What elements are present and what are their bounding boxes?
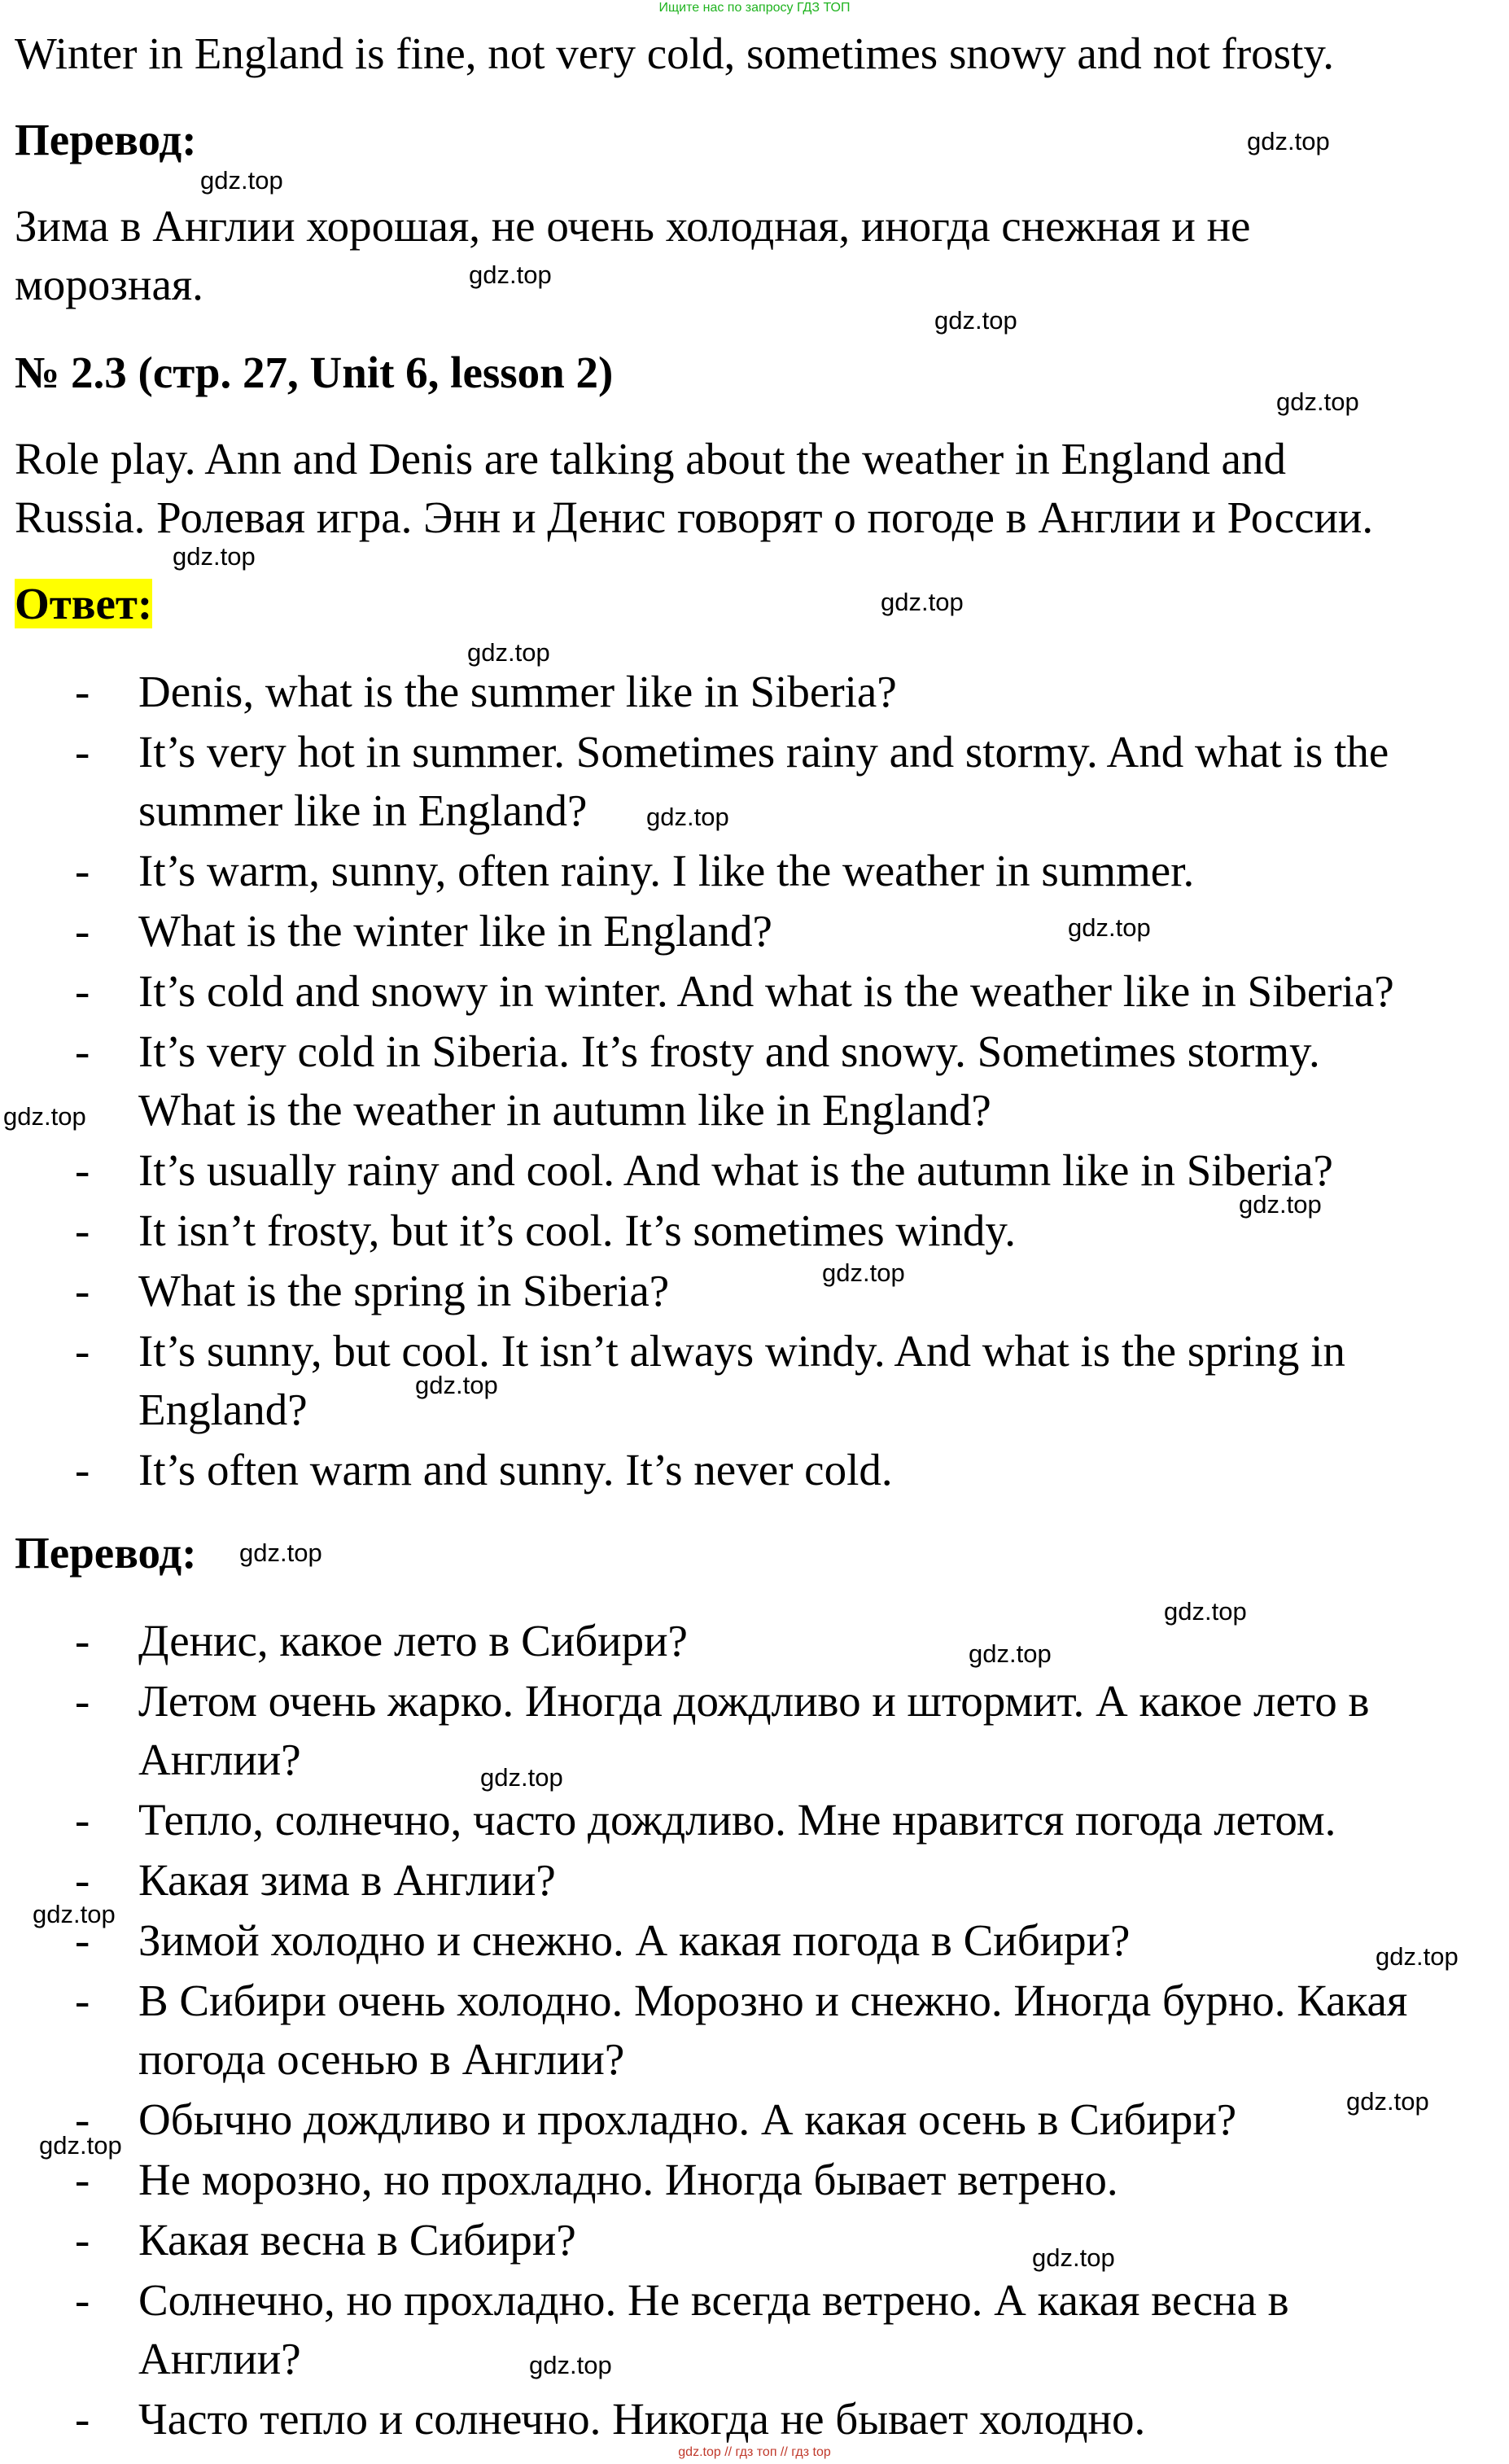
dialogue-line: Англии? (138, 1735, 301, 1784)
watermark: gdz.top (1376, 1942, 1459, 1971)
watermark: gdz.top (480, 1763, 563, 1792)
dialogue-line: It’s sunny, but cool. It isn’t always windy. And what is the spring in (138, 1326, 1345, 1376)
dialogue-line: Тепло, солнечно, часто дождливо. Мне нравится погода летом. (138, 1795, 1336, 1845)
dialogue-dash: - (75, 1855, 90, 1905)
watermark: gdz.top (173, 542, 256, 571)
dialogue-dash: - (75, 846, 90, 895)
watermark: gdz.top (934, 306, 1017, 335)
dialogue-dash: - (75, 727, 90, 777)
watermark: gdz.top (1276, 387, 1359, 416)
watermark: gdz.top (1032, 2243, 1115, 2272)
watermark: gdz.top (1068, 913, 1151, 942)
intro-translation-line: Зима в Англии хорошая, не очень холодная, иногда снежная и не (15, 201, 1251, 251)
watermark: gdz.top (1346, 2087, 1429, 2116)
dialogue-line: Часто тепло и солнечно. Никогда не бывает холодно. (138, 2394, 1146, 2444)
watermark: gdz.top (881, 588, 964, 616)
answer-heading (15, 575, 152, 633)
dialogue-dash: - (75, 2215, 90, 2265)
dialogue-dash: - (75, 1795, 90, 1845)
watermark: gdz.top (1247, 127, 1330, 155)
watermark: gdz.top (467, 638, 550, 667)
dialogue-dash: - (75, 1915, 90, 1965)
watermark: gdz.top (200, 166, 283, 195)
answer-highlight: Ответ: (15, 579, 153, 628)
dialogue-line: summer like in England? (138, 786, 588, 835)
dialogue-dash: - (75, 1976, 90, 2025)
watermark: gdz.top (646, 803, 729, 831)
dialogue-dash: - (75, 1326, 90, 1376)
intro-translation-line: морозная. (15, 260, 203, 309)
dialogue-line: What is the winter like in England? (138, 906, 772, 956)
watermark: gdz.top (239, 1538, 322, 1567)
dialogue-dash: - (75, 1616, 90, 1665)
watermark: gdz.top (1164, 1597, 1247, 1626)
watermark: gdz.top (469, 260, 552, 289)
dialogue-line: It’s very cold in Siberia. It’s frosty and snowy. Sometimes stormy. (138, 1026, 1320, 1076)
dialogue-line: It isn’t frosty, but it’s cool. It’s sometimes windy. (138, 1206, 1017, 1255)
dialogue-dash: - (75, 2094, 90, 2144)
dialogue-dash: - (75, 2155, 90, 2204)
dialogue-line: England? (138, 1385, 308, 1434)
dialogue-line: Зимой холодно и снежно. А какая погода в Сибири? (138, 1915, 1131, 1965)
watermark: gdz.top (822, 1258, 905, 1287)
dialogue-dash: - (75, 1676, 90, 1726)
dialogue-line: Англии? (138, 2334, 301, 2383)
watermark: gdz.top (3, 1102, 86, 1131)
task-text-line: Role play. Ann and Denis are talking about the weather in England and (15, 434, 1286, 484)
dialogue-dash: - (75, 1445, 90, 1495)
watermark: gdz.top (529, 2351, 612, 2379)
dialogue-line: It’s warm, sunny, often rainy. I like the weather in summer. (138, 846, 1195, 895)
intro-text: Winter in England is fine, not very cold, sometimes snowy and not frosty. (15, 28, 1335, 78)
dialogue-dash: - (75, 1206, 90, 1255)
dialogue-line: It’s cold and snowy in winter. And what is the weather like in Siberia? (138, 966, 1394, 1016)
translation-heading-1: Перевод: (15, 115, 197, 164)
dialogue-dash: - (75, 2394, 90, 2444)
dialogue-line: What is the spring in Siberia? (138, 1266, 670, 1315)
dialogue-dash: - (75, 1145, 90, 1195)
dialogue-dash: - (75, 1026, 90, 1076)
dialogue-line: What is the weather in autumn like in England? (138, 1085, 991, 1135)
dialogue-line: В Сибири очень холодно. Морозно и снежно. Иногда бурно. Какая (138, 1976, 1408, 2025)
watermark: gdz.top (33, 1900, 116, 1928)
dialogue-line: It’s very hot in summer. Sometimes rainy and stormy. And what is the (138, 727, 1389, 777)
dialogue-dash: - (75, 2275, 90, 2325)
translation-heading-2: Перевод: (15, 1528, 197, 1578)
dialogue-line: Не морозно, но прохладно. Иногда бывает ветрено. (138, 2155, 1118, 2204)
dialogue-line: Солнечно, но прохладно. Не всегда ветрено. А какая весна в (138, 2275, 1289, 2325)
dialogue-line: Денис, какое лето в Сибири? (138, 1616, 688, 1665)
footer-note: gdz.top // гдз топ // гдз top (678, 2445, 831, 2459)
dialogue-dash: - (75, 667, 90, 716)
dialogue-line: Обычно дождливо и прохладно. А какая осень в Сибири? (138, 2094, 1237, 2144)
watermark: gdz.top (1239, 1190, 1322, 1219)
task-text-line: Russia. Ролевая игра. Энн и Денис говорят о погоде в Англии и России. (15, 492, 1374, 542)
dialogue-line: Какая зима в Англии? (138, 1855, 556, 1905)
dialogue-line: Летом очень жарко. Иногда дождливо и штормит. А какое лето в (138, 1676, 1370, 1726)
dialogue-line: It’s often warm and sunny. It’s never cold. (138, 1445, 893, 1495)
dialogue-line: Denis, what is the summer like in Siberia? (138, 667, 897, 716)
dialogue-dash: - (75, 1266, 90, 1315)
exercise-heading: № 2.3 (стр. 27, Unit 6, lesson 2) (15, 348, 614, 397)
dialogue-line: погода осенью в Англии? (138, 2034, 625, 2084)
dialogue-dash: - (75, 906, 90, 956)
dialogue-line: Какая весна в Сибири? (138, 2215, 576, 2265)
watermark: gdz.top (39, 2131, 122, 2160)
dialogue-line: It’s usually rainy and cool. And what is the autumn like in Siberia? (138, 1145, 1333, 1195)
watermark: gdz.top (415, 1371, 498, 1399)
header-note: Ищите нас по запросу ГДЗ ТОП (658, 1, 851, 15)
dialogue-dash: - (75, 966, 90, 1016)
watermark: gdz.top (969, 1639, 1052, 1668)
